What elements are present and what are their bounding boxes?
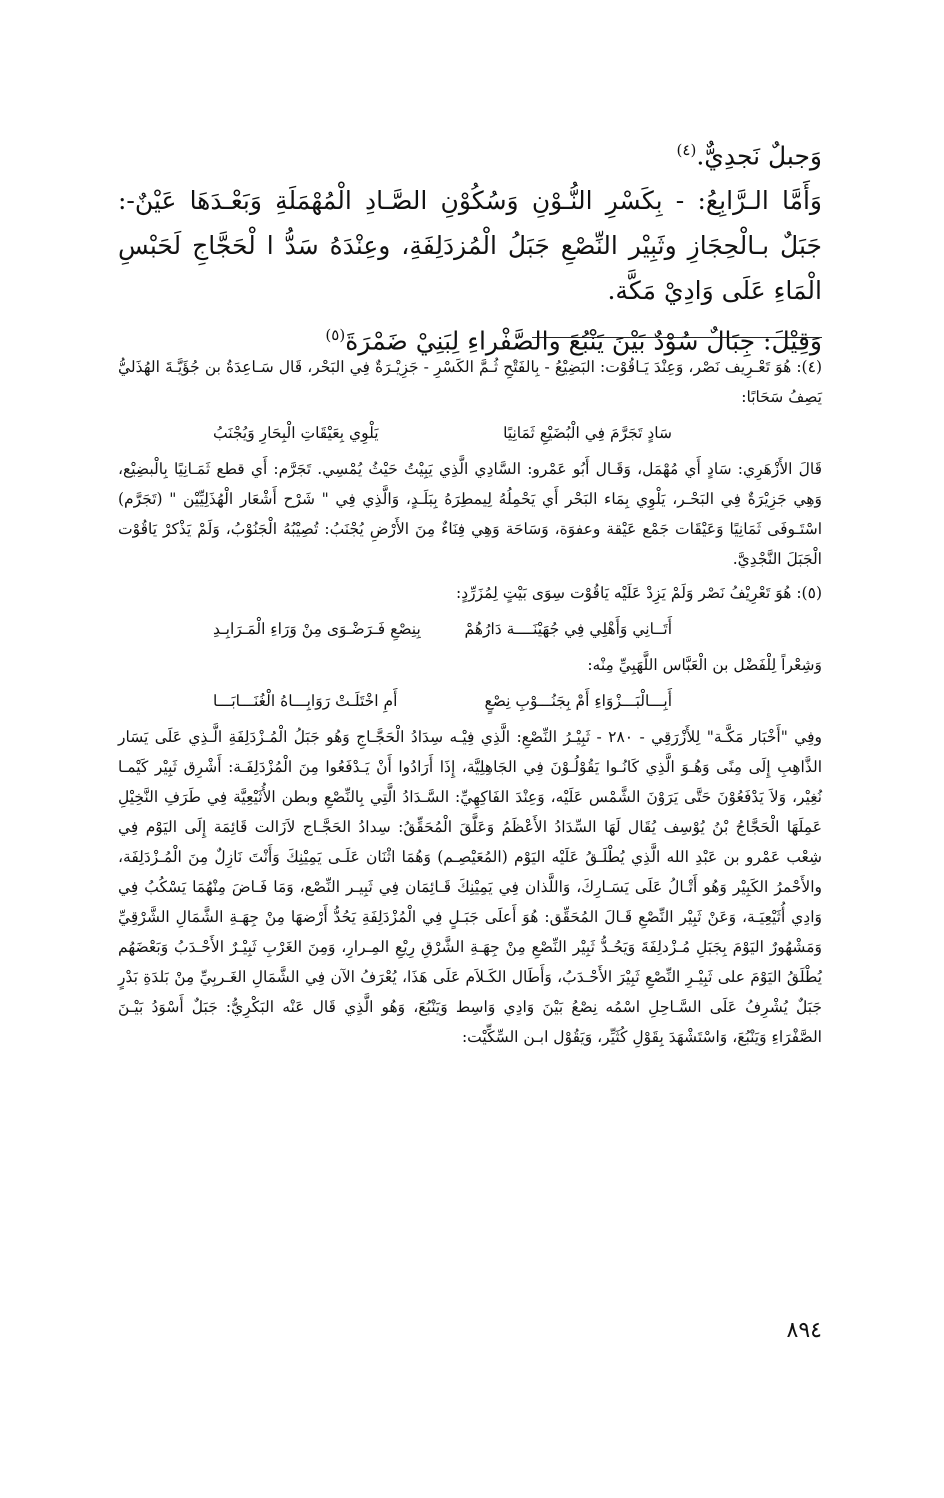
verse-2 <box>118 614 822 644</box>
main-paragraph: وَأَمَّا الـرَّابِعُ: - بِكَسْرِ النُّـوْنِ وَسُكُوْنِ الصَّـادِ الْمُهْمَلَةِ وَبَعْـدَهَا عَيْنٌ-: جَبَلٌ بـالْحِجَازِ وثَبِيْر النِّصْعِ جَبَلُ الْمُزدَلِفَةِ، وعِنْدَهُ سَدُّ ا لْحَجَّاجِ لَحَبْسِ الْمَاءِ عَلَى وَادِيْ مَكَّة. <box>118 186 822 306</box>
verse-1-second-hemistich: يَلْوِي بِعَيْقَاتِ الْبِحَارِ وَيُجْنَبُ <box>213 424 379 442</box>
verse-1 <box>118 418 822 448</box>
footnote-5-commentary: وفِي "أَخْبَار مَكَّـة" لِلأَزْرَقِي - ٢٨٠ - ثَبِيْـرُ النِّصْعِ: الَّذِي فِيْـه سِدَادُ الْحَجَّـاجِ وَهُو جَبَلُ الْمُـزْدَلِفَةِ الَّـذِي عَلَى يَسَار الذَّاهِبِ إِلَى مِنًى وَهُـوَ الَّذِي كَانُـوا يَقُوْلُـوْنَ فِي الجَاهِلِيَّة، إِذَا أَرَادُوا أَنْ يَـدْفَعُوا مِنَ الْمُزْدَلِفَـة: أَشْرِق ثَبِيْر كَيْمـا نُغِيْر، وَلاَ يَدْفَعُوْنَ حَتَّى يَرَوْنَ الشَّمْس عَلَيْه، وَعِنْدَ الفَاكِهِيِّ: السَّـدَادُ الَّتِي بِالنِّصْعِ وبطن الأُثَيْعِيَّة فِي طَرَفِ النَّخِيْلِ عَمِلَهَا الْحَجَّاجُ بْنُ يُوْسِف يُقَال لَهَا السِّدَادُ الأَعْظَمُ وَعَلَّقَ الْمُحَقِّقُ: سِدادُ الحَجَّـاج لاَزَالت قَائِمَة إِلَى اليَوْم فِي شِعْب عَمْرو بن عَبْدِ الله الَّذِي يُطْلَـقُ عَلَيْه اليَوْم (المُعَيْصِـم) وَهُمَا اثْنَان عَلَـى يَمِيْنِكَ وَأَنْتَ نَازِلٌ مِنَ الْمُـزْدَلِفَة، والأَحْمرُ الكَبِيْر وَهُو أَتْـالُ عَلَى يَسَـارِكَ، وَاللَّذان فِي يَمِيْنِكَ قَـائِمَان فِي ثَبِيـر النِّصْع، وَمَا فَـاضَ مِنْهُمَا يَسْكُبُ فِي وَادِي أُثَيْعِيَـة، وَعَنْ ثَبِيْر النِّصْعِ قَـالَ المُحَقِّق: هُوَ أَعلَى جَبَـلٍ فِي الْمُزْدَلِفَةِ يَحُدُّ أَرْضهَا مِنْ جِهَـةِ الشَّمَالِ الشَّرْقِيِّ وَمَشْهُورٌ اليَوْمَ بِجَبَلِ مُـزْدلِفَةَ وَيَحُـدُّ ثَبِيْر النِّصْعِ مِنْ جِهَـةِ الشَّرْقِ رِيْعِ المِـرارِ، وَمِنَ الغَرْبِ ثَبِيْـرٌ الأَحْـدَبُ وَبَعْضَهُم يُطْلَقُ اليَوْمَ على ثَبِيْـرِ النِّصْعِ ثَبِيْرَ الأَحْـدَبُ، وَأَطَال الكَـلاَم عَلَى هَذَا، يُعْرَفُ الآن فِي الشَّمَالِ الغَـربِيِّ مِنْ بَلدَةِ بَدْرٍ جَبَلٌ يُشْرِفُ عَلَى السَّـاحِلِ اسْمُه نِصْعُ بَيْنَ وَادِي وَاسِط وَيَنْبُعَ، وَهُو الَّذِي قَال عَنْه البَكْرِيُّ: جَبَلٌ أَسْوَدُ بَيْـنَ الصَّفْرَاءِ وَيَنْبُعَ، وَاسْتَشْهَدَ بِقَوْلِ كُثَيِّر، وَيَقُوْل ابـن السِّكِّيْت: <box>118 728 822 1046</box>
main-text <box>118 128 822 364</box>
main-line-1 <box>118 128 822 178</box>
footnote-5-poet-line: وَشِعْراً لِلْفَضْل بن الْعَبَّاس اللَّهَبِيِّ مِنْه: <box>587 656 822 674</box>
footnotes <box>118 352 822 1052</box>
verse-3-second-hemistich: أَمِ اخْتَلَـتْ رَوَابِـــاهُ الْغُنَـــابَـــا <box>213 692 398 710</box>
main-line-1-text: وَجبلٌ نَجدِيٌّ. <box>696 141 822 171</box>
verse-1-first-hemistich: سَادٍ تَجَرَّمَ فِي الْبُضَيْعِ ثَمَانِيًا <box>503 424 672 442</box>
verse-3 <box>118 686 822 716</box>
footnote-5-intro: (٥): هُوَ تَعْرِيْفُ نَصْر وَلَمْ يَزِدْ عَلَيْه يَاقُوْت سِوَى بَيْتٍ لِمُزَرِّدٍ: <box>455 584 822 602</box>
footnote-marker-5: (٥) <box>325 326 346 345</box>
page-number: ٨٩٤ <box>786 1318 822 1343</box>
verse-2-second-hemistich: بِنِصْعِ فَـرَضْـوَى مِنْ وَرَاءِ الْمَـرَابِـدِ <box>213 620 421 638</box>
verse-2-first-hemistich: أَتَــانِي وَأَهْلِي فِي جُهَيْنَــــة دَارُهُمْ <box>464 620 672 638</box>
footnote-4-intro: (٤): هُوَ تَعْـرِيف نَصْر، وَعِنْدَ يَـاقُوْت: البَضِيْعُ - بِالفَتْحِ ثُـمَّ الكَسْرِ - جَزِيْـرَةٌ فِي البَحْر، قَال سَـاعِدَةُ بن جُؤَيَّـةَ الهُذَليُّ يَصِفُ سَحَابًا: <box>118 358 822 406</box>
footnote-marker-4: (٤) <box>676 141 697 159</box>
footnote-separator <box>532 337 822 338</box>
main-line-4-text: وَقِيْلَ: جِبَالٌ سُوْدٌ بَيْنَ يَنْبُعَ والصَّفْراءِ لِبَنِيْ ضَمْرَةَ <box>345 326 822 356</box>
footnote-4-commentary: قَالَ الأَزْهَرِي: سَادٍ أَي مُهْمَل، وَقَـال أَبُو عَمْرو: السَّادِي الَّذِي يَبِيْتُ حَيْثُ يُمْسِي. تَجَرَّم: أَي قطع ثَمَـانِيًا بِالْبضِيْع، وَهِي جَزِيْرَةٌ فِي البَحْـر، يَلْوِي بِمَاء البَحْر أَي يَحْمِلُهُ لِيمطِرَهُ بِبَلَـدٍ، وَالَّذِي فِي " شَرْح أَشْعَار الْهُذَلِيِّيْن " (تَجَرَّم) اسْتَـوفَى ثَمَانِيًا وَعَيْقَات جَمْع عَيْقة وعفوَة، وَسَاحَة وَهِي فِنَاءٌ مِنَ الأَرْضِ يُجْنَبُ: تُصِيْبُهُ الْجَنُوْبُ، وَلَمْ يَذْكرْ يَاقُوْت الْجَبَلَ النَّجْدِيَّ. <box>118 460 822 568</box>
verse-3-first-hemistich: أَبِـــالْبَـــزْوَاءِ أَمْ بِجَنُـــوْبِ نِصْعٍ <box>484 692 672 710</box>
